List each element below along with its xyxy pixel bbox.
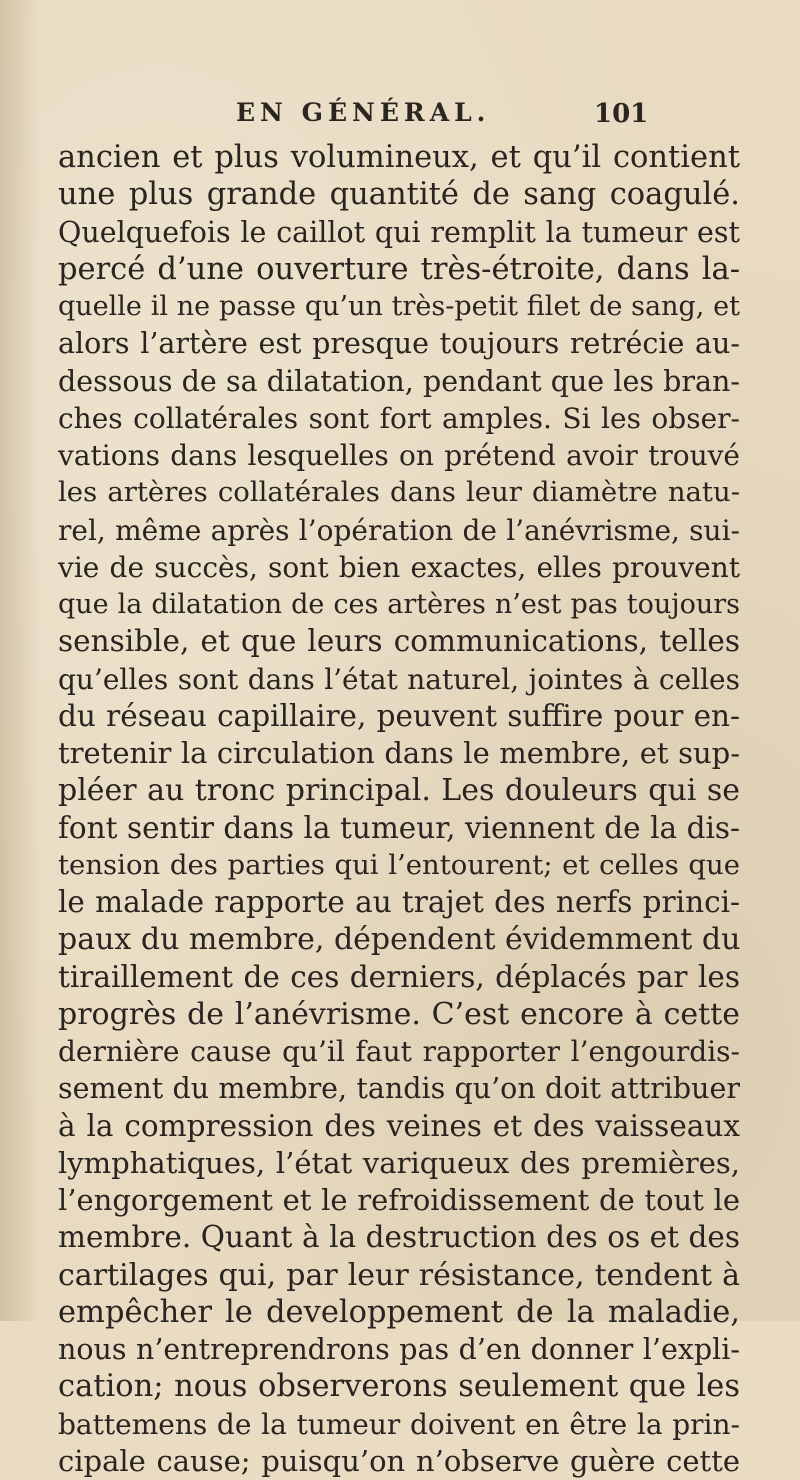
text-line: cation; nous observerons seulement que les bbox=[58, 1369, 740, 1405]
text-line: du réseau capillaire, peuvent suffire pour en- bbox=[58, 698, 740, 733]
text-line: quelle il ne passe qu’un très-petit filet de sang, et bbox=[58, 291, 740, 322]
text-line: que la dilatation de ces artères n’est pas toujours bbox=[58, 589, 740, 620]
text-line: dernière cause qu’il faut rapporter l’engourdis- bbox=[58, 1035, 740, 1068]
text-line: sement du membre, tandis qu’on doit attribuer bbox=[58, 1072, 740, 1106]
text-line: qu’elles sont dans l’état naturel, jointes à celles bbox=[58, 662, 740, 696]
text-line: une plus grande quantité de sang coagulé. bbox=[58, 177, 740, 213]
text-line: cipale cause; puisqu’on n’observe guère cette bbox=[58, 1443, 740, 1478]
text-line: paux du membre, dépendent évidemment du bbox=[58, 922, 740, 958]
text-line: percé d’une ouverture très-étroite, dans la- bbox=[58, 251, 740, 287]
text-line: progrès de l’anévrisme. C’est encore à cette bbox=[58, 996, 740, 1032]
text-line: tension des parties qui l’entourent; et celles que bbox=[58, 848, 740, 881]
text-line: empêcher le developpement de la maladie, bbox=[58, 1294, 740, 1330]
text-line: sensible, et que leurs communications, telles bbox=[58, 624, 740, 659]
text-line: cartilages qui, par leur résistance, tendent à bbox=[58, 1257, 740, 1293]
text-line: membre. Quant à la destruction des os et des bbox=[58, 1220, 740, 1255]
text-line: alors l’artère est presque toujours retrécie au- bbox=[58, 327, 740, 361]
text-line: tretenir la circulation dans le membre, et sup- bbox=[58, 736, 740, 770]
text-line: vie de succès, sont bien exactes, elles prouvent bbox=[58, 550, 740, 584]
text-line: dessous de sa dilatation, pendant que les bran- bbox=[58, 364, 740, 398]
page-header bbox=[0, 98, 800, 134]
text-line: rel, même après l’opération de l’anévrisme, sui- bbox=[58, 513, 740, 547]
text-line: font sentir dans la tumeur, viennent de la dis- bbox=[58, 810, 740, 845]
text-line: nous n’entreprendrons pas d’en donner l’expli- bbox=[58, 1333, 740, 1366]
body-text bbox=[58, 139, 740, 1480]
text-line: ches collatérales sont fort amples. Si les obser- bbox=[58, 401, 740, 435]
text-line: tiraillement de ces derniers, déplacés par les bbox=[58, 959, 740, 994]
running-title: EN GÉNÉRAL. bbox=[236, 98, 491, 127]
page-number: 101 bbox=[594, 99, 649, 129]
text-line: le malade rapporte au trajet des nerfs princi- bbox=[58, 885, 740, 919]
text-line: lymphatiques, l’état variqueux des premières, bbox=[58, 1145, 740, 1180]
text-line: les artères collatérales dans leur diamètre natu- bbox=[58, 476, 740, 509]
text-line: vations dans lesquelles on prétend avoir trouvé bbox=[58, 439, 740, 472]
page-gutter-shadow bbox=[0, 0, 40, 1321]
text-line: pléer au tronc principal. Les douleurs qui se bbox=[58, 773, 740, 809]
text-line: à la compression des veines et des vaisseaux bbox=[58, 1108, 740, 1143]
text-line: ancien et plus volumineux, et qu’il contient bbox=[58, 140, 740, 175]
text-line: Quelquefois le caillot qui remplit la tumeur est bbox=[58, 215, 740, 249]
text-line: l’engorgement et le refroidissement de tout le bbox=[58, 1183, 740, 1217]
text-line: battemens de la tumeur doivent en être la prin- bbox=[58, 1407, 740, 1441]
